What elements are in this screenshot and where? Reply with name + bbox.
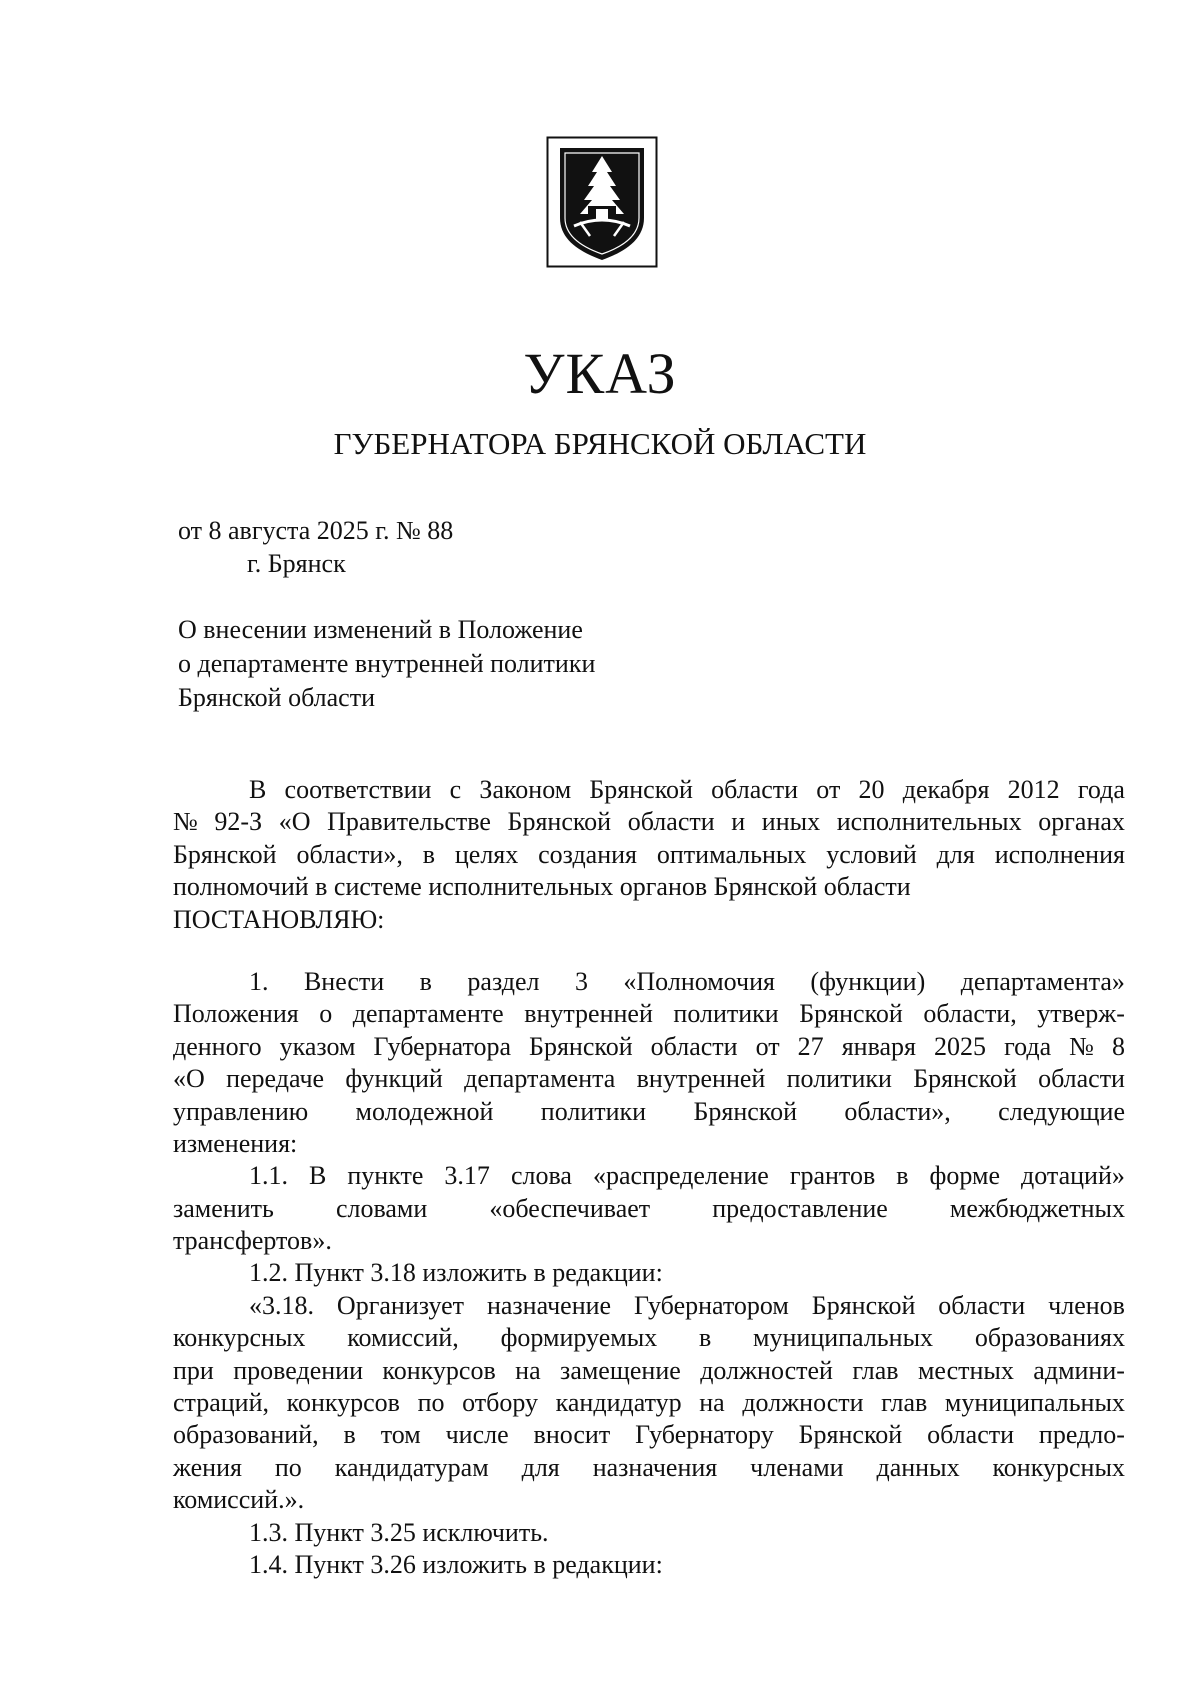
bryansk-coat-of-arms-icon <box>546 136 658 268</box>
item-1-line: управлению молодежной политики Брянской области», следующие <box>173 1096 1125 1126</box>
item-1-1-paragraph <box>173 1160 1125 1257</box>
item-1-2-paragraph <box>173 1257 1125 1289</box>
item-1-3-paragraph <box>173 1517 1125 1549</box>
preamble-line: № 92-З «О Правительстве Брянской области и иных исполнительных органах <box>173 807 1125 837</box>
item-3-18-paragraph <box>173 1290 1125 1517</box>
subject-line: О внесении изменений в Положение <box>178 615 583 644</box>
item-1-line: 1. Внести в раздел 3 «Полномочия (функции) департамента» <box>249 966 1125 996</box>
item-1-4-paragraph <box>173 1549 1125 1581</box>
item-1-1-line: трансфертов». <box>173 1226 332 1256</box>
item-1-2-line: 1.2. Пункт 3.18 изложить в редакции: <box>249 1258 663 1288</box>
item-3-18-line: при проведении конкурсов на замещение должностей глав местных админи- <box>173 1355 1125 1385</box>
preamble-line: Брянской области», в целях создания оптимальных условий для исполнения <box>173 839 1125 869</box>
item-1-line: Положения о департаменте внутренней политики Брянской области, утверж- <box>173 999 1125 1029</box>
document-city: г. Брянск <box>247 549 346 578</box>
item-1-4-line: 1.4. Пункт 3.26 изложить в редакции: <box>249 1549 663 1579</box>
preamble-line: В соответствии с Законом Брянской области от 20 декабря 2012 года <box>249 775 1125 804</box>
item-3-18-line: «3.18. Организует назначение Губернатором Брянской области членов <box>249 1290 1125 1320</box>
document-subject <box>178 613 595 715</box>
item-3-18-line: страций, конкурсов по отбору кандидатур на должности глав муниципальных <box>173 1388 1125 1418</box>
document-date-number: от 8 августа 2025 г. № 88 <box>178 516 454 545</box>
item-1-paragraph <box>173 966 1125 1160</box>
item-3-18-line: комиссий.». <box>173 1485 305 1515</box>
item-3-18-line: образований, в том числе вносит Губернатору Брянской области предло- <box>173 1420 1125 1450</box>
document-title: УКАЗ <box>523 341 677 406</box>
item-1-line: изменения: <box>173 1128 298 1158</box>
subject-line: о департаменте внутренней политики <box>178 649 596 678</box>
item-1-line: денного указом Губернатора Брянской области от 27 января 2025 года № 8 <box>173 1031 1125 1061</box>
decree-keyword: ПОСТАНОВЛЯЮ: <box>173 904 385 934</box>
item-1-3-line: 1.3. Пункт 3.25 исключить. <box>249 1517 549 1547</box>
subject-line: Брянской области <box>178 683 375 712</box>
document-body <box>173 774 1125 1581</box>
item-3-18-line: конкурсных комиссий, формируемых в муниципальных образованиях <box>173 1323 1125 1353</box>
preamble-line: полномочий в системе исполнительных органов Брянской области <box>173 872 911 902</box>
document-subtitle: ГУБЕРНАТОРА БРЯНСКОЙ ОБЛАСТИ <box>333 426 867 461</box>
item-3-18-line: жения по кандидатурам для назначения членами данных конкурсных <box>173 1452 1125 1482</box>
item-1-1-line: заменить словами «обеспечивает предоставление межбюджетных <box>173 1193 1125 1223</box>
preamble-paragraph <box>173 774 1125 936</box>
item-1-line: «О передаче функций департамента внутренней политики Брянской области <box>173 1064 1125 1094</box>
item-1-1-line: 1.1. В пункте 3.17 слова «распределение грантов в форме дотаций» <box>249 1161 1125 1191</box>
